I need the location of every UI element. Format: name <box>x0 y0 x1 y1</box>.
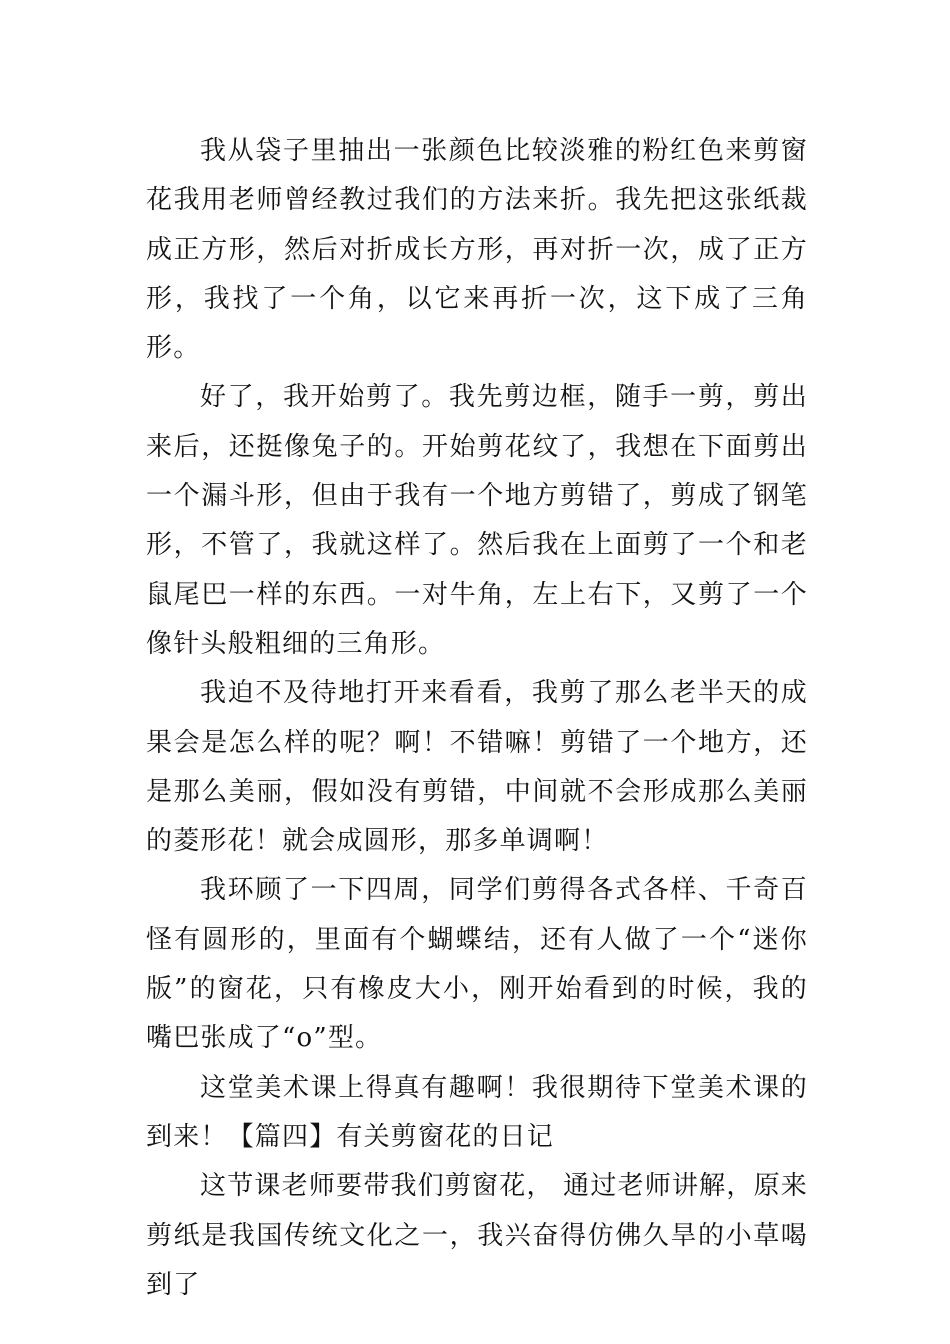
document-body <box>146 127 808 1310</box>
paragraph-6: 这节课老师要带我们剪窗花， 通过老师讲解，原来剪纸是我国传统文化之一，我兴奋得仿佛久旱的小草喝到了 <box>146 1171 808 1300</box>
paragraph-2: 好了，我开始剪了。我先剪边框，随手一剪，剪出来后，还挺像兔子的。开始剪花纹了，我想在下面剪出一个漏斗形，但由于我有一个地方剪错了，剪成了钢笔形，不管了，我就这样了。然后我在上面剪了一个和老鼠尾巴一样的东西。一对牛角，左上右下，又剪了一个像针头般粗细的三角形。 <box>146 382 808 659</box>
paragraph-3: 我迫不及待地打开来看看，我剪了那么老半天的成果会是怎么样的呢？啊！不错嘛！剪错了一个地方，还是那么美丽，假如没有剪错，中间就不会形成那么美丽的菱形花！就会成圆形，那多单调啊！ <box>146 678 808 857</box>
paragraph-1: 我从袋子里抽出一张颜色比较淡雅的粉红色来剪窗花我用老师曾经教过我们的方法来折。我先把这张纸裁成正方形，然后对折成长方形，再对折一次，成了正方形，我找了一个角，以它来再折一次，这下成了三角形。 <box>146 136 808 364</box>
paragraph-5: 这堂美术课上得真有趣啊！我很期待下堂美术课的到来！【篇四】有关剪窗花的日记 <box>146 1072 808 1152</box>
paragraph-4: 我环顾了一下四周，同学们剪得各式各样、千奇百怪有圆形的，里面有个蝴蝶结，还有人做了一个“迷你版”的窗花，只有橡皮大小，刚开始看到的时候，我的嘴巴张成了“o”型。 <box>146 875 808 1054</box>
